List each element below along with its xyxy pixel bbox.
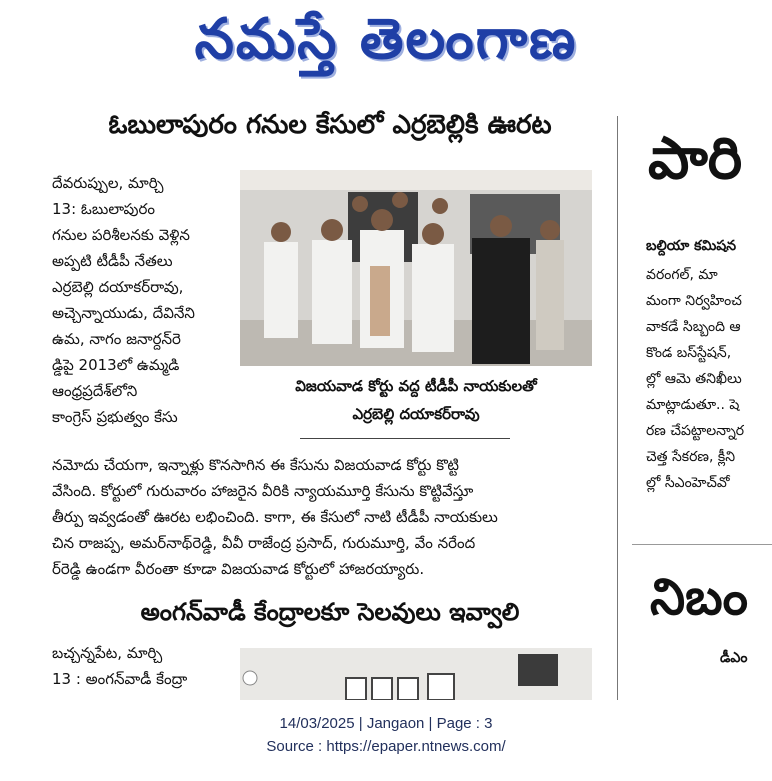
article1-line: గనుల పరిశీలనకు వెళ్లిన: [52, 226, 190, 244]
page-footer: [0, 712, 772, 758]
right-headline-2: నిబం: [650, 568, 748, 626]
newspaper-masthead: [0, 0, 772, 92]
column-divider: [617, 116, 618, 700]
right-subhead-2: డీఎం: [720, 650, 748, 666]
article1-line: అప్పటి టీడీపీ నేతలు: [52, 252, 173, 270]
article1-line: దేవరుప్పుల, మార్చి: [52, 174, 164, 192]
article1-line: కాంగ్రెస్ ప్రభుత్వం కేసు: [52, 408, 178, 426]
article1-line: ఉమ, నాగం జనార్దన్‌రె: [52, 330, 181, 348]
article2-column-text: [52, 640, 232, 692]
right-headline: పారి: [648, 124, 743, 192]
right-line: వరంగల్, మా: [646, 267, 718, 283]
article1-photo-caption: [240, 372, 592, 428]
article2-line: బచ్చన్నపేట, మార్చి: [52, 644, 163, 662]
masthead-title: నమస్తే తెలంగాణ: [194, 6, 578, 72]
footer-edition-info: 14/03/2025 | Jangaon | Page : 3: [279, 715, 493, 732]
article1-wide-text: [52, 452, 598, 582]
article2-line: 13 : అంగన్‌వాడీ కేంద్రా: [52, 670, 188, 688]
article1-wide-line: వేసింది. కోర్టులో గురువారం హాజరైన వీరికి న్యాయమూర్తి కేసును కొట్టివేస్తూ: [52, 482, 474, 500]
article1-wide-line: నమోదు చేయగా, ఇన్నాళ్లు కొనసాగిన ఈ కేసును విజయవాడ కోర్టు కొట్టి: [52, 456, 459, 474]
right-column-cropped: [632, 116, 772, 700]
right-line: చెత్త సేకరణ, క్లీని: [646, 449, 736, 465]
right-line: మంగా నిర్వహించ: [646, 293, 742, 309]
article1-wide-line: ర్‌రెడ్డి ఉండగా వీరంతా కూడా విజయవాడ కోర్టులో హాజరయ్యారు.: [52, 560, 425, 578]
article1-headline: ఓబులాపురం గనుల కేసులో ఎర్రబెల్లికి ఊరట: [108, 110, 552, 140]
caption-line: ఎర్రబెల్లి దయాకర్‌రావు: [352, 405, 480, 423]
right-line: ల్లో ఆమె తనిఖీలు: [646, 371, 742, 387]
right-line: వాకడే సిబ్బంది ఆ: [646, 319, 741, 335]
article1-column-text: [52, 170, 232, 430]
article1-line: ఆంధ్రప్రదేశ్‌లోని: [52, 382, 138, 400]
article1-wide-line: తీర్పు ఇవ్వడంతో ఊరట లభించింది. కాగా, ఈ కేసులో నాటి టీడీపీ నాయకులు: [52, 508, 498, 526]
right-column-divider: [632, 544, 772, 545]
right-line: రణ చేపట్టాలన్నార: [646, 423, 745, 439]
article1-photo-illustration: [240, 170, 592, 366]
article1-line: డ్డిపై 2013లో ఉమ్మడి: [52, 356, 180, 374]
article2-photo: [240, 648, 592, 700]
footer-source-link[interactable]: Source : https://epaper.ntnews.com/: [266, 738, 506, 755]
right-column-text: [646, 262, 744, 496]
right-subhead: బల్దియా కమిషన: [646, 238, 737, 254]
article1-line: ఎర్రబెల్లి దయాకర్‌రావు,: [52, 278, 184, 296]
caption-divider: [300, 438, 510, 439]
right-line: మాట్లాడుతూ.. షె: [646, 397, 740, 413]
article1-photo: [240, 170, 592, 366]
right-line: కొండ బస్‌స్టేషన్,: [646, 345, 732, 361]
article1-line: అచ్చెన్నాయుడు, దేవినేని: [52, 304, 195, 322]
caption-line: విజయవాడ కోర్టు వద్ద టీడీపీ నాయకులతో: [295, 377, 537, 395]
right-line: ల్లో సీఎంహెచ్‌వో: [646, 475, 730, 491]
article2-photo-illustration: [240, 648, 592, 700]
article1-line: 13: ఓబులాపురం: [52, 200, 156, 218]
article2-headline: అంగన్‌వాడీ కేంద్రాలకూ సెలవులు ఇవ్వాలి: [140, 598, 520, 626]
article1-wide-line: చిన రాజప్ప, అమర్‌నాథ్‌రెడ్డి, వీవీ రాజేంద్ర ప్రసాద్, గురుమూర్తి, వేం నరేంద: [52, 534, 476, 552]
